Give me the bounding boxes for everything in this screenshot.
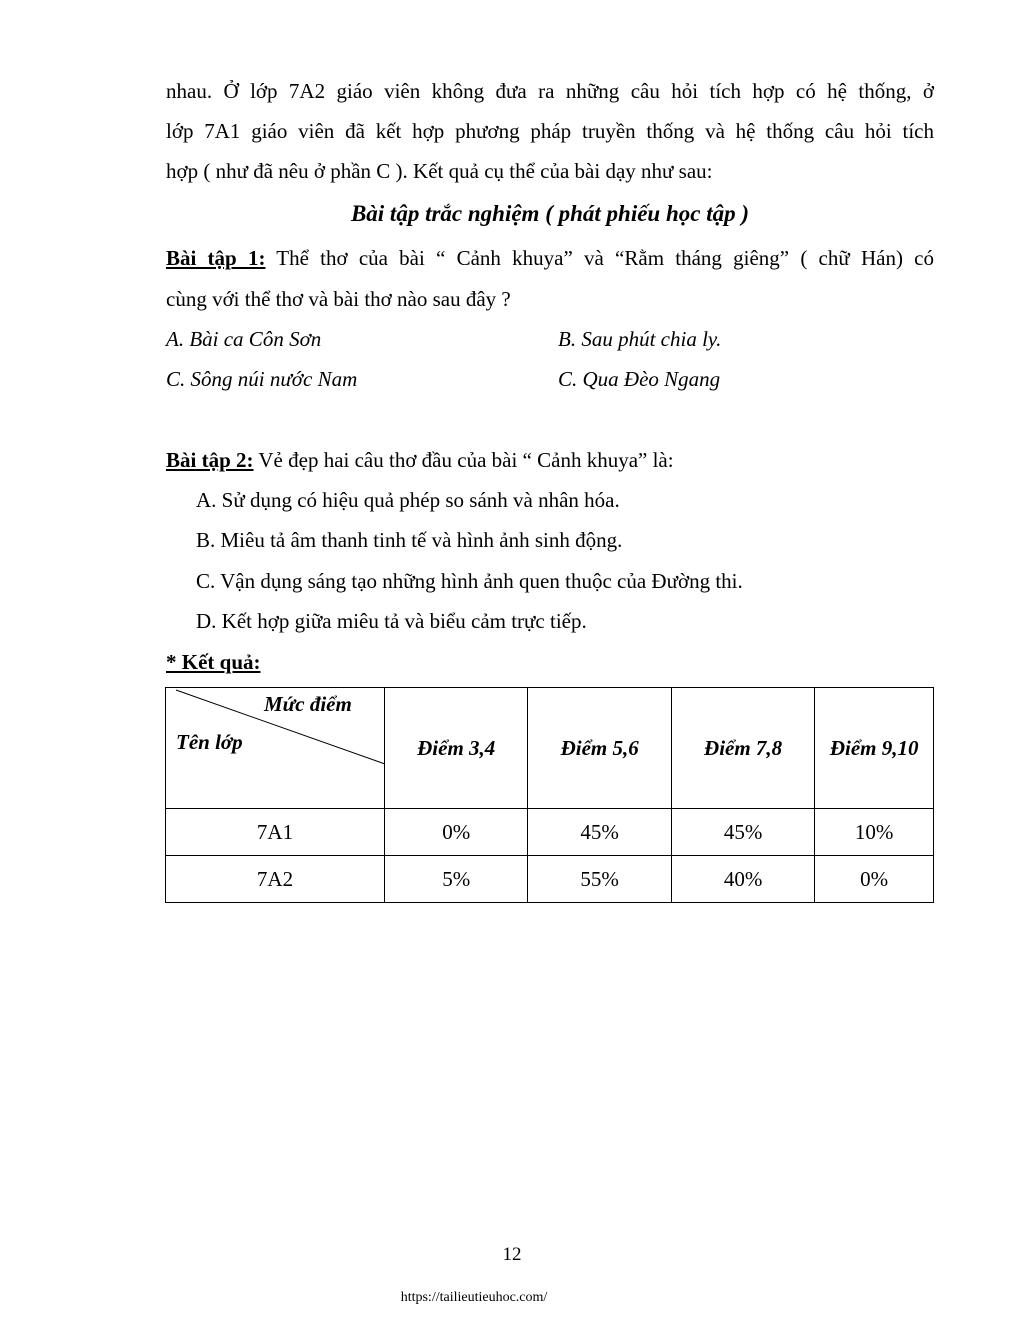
section-title: Bài tập trắc nghiệm ( phát phiếu học tập ): [350, 201, 750, 226]
header-column-4: Điểm 9,10: [815, 688, 934, 809]
table-cell: 10%: [815, 809, 934, 856]
row-class-name: 7A1: [166, 809, 385, 856]
exercise-2-question-text: Vẻ đẹp hai câu thơ đầu của bài “ Cảnh khuya” là:: [253, 448, 674, 472]
table-cell: 0%: [815, 856, 934, 903]
results-label: * Kết quả:: [166, 650, 261, 674]
exercise-2-option-d: D. Kết hợp giữa miêu tả và biểu cảm trực tiếp.: [196, 609, 587, 633]
table-cell: 5%: [384, 856, 527, 903]
table-row: [166, 809, 934, 856]
exercise-1-option-d: C. Qua Đèo Ngang: [558, 367, 721, 391]
exercise-1-question-text: Thể thơ của bài “ Cảnh khuya” và “Rằm tháng giêng” ( chữ Hán) có: [265, 246, 934, 270]
exercise-2-option-b: B. Miêu tả âm thanh tinh tế và hình ảnh sinh động.: [196, 528, 623, 552]
table-cell: 40%: [671, 856, 814, 903]
exercise-1-question-line-2: cùng với thể thơ và bài thơ nào sau đây ?: [166, 287, 511, 311]
exercise-1-question-line-1: [166, 244, 934, 272]
exercise-1-label: Bài tập 1:: [166, 246, 266, 270]
table-row: [166, 856, 934, 903]
results-header-diagonal-cell: [166, 688, 385, 809]
exercise-1-option-b: B. Sau phút chia ly.: [558, 327, 722, 351]
page-number: 12: [502, 1244, 522, 1265]
exercise-2-label: Bài tập 2:: [166, 448, 254, 472]
exercise-2-option-a: A. Sử dụng có hiệu quả phép so sánh và nhân hóa.: [196, 488, 620, 512]
header-column-3: Điểm 7,8: [671, 688, 814, 809]
table-cell: 45%: [671, 809, 814, 856]
paragraph-line-1: nhau. Ở lớp 7A2 giáo viên không đưa ra những câu hỏi tích hợp có hệ thống, ở: [166, 79, 934, 103]
row-class-name: 7A2: [166, 856, 385, 903]
exercise-2-option-c: C. Vận dụng sáng tạo những hình ảnh quen thuộc của Đường thi.: [196, 569, 743, 593]
exercise-1-option-c: C. Sông núi nước Nam: [166, 367, 358, 391]
header-column-1: Điểm 3,4: [384, 688, 527, 809]
results-header-row: [166, 688, 934, 809]
table-cell: 45%: [528, 809, 671, 856]
exercise-2-question: [166, 446, 934, 474]
footer-url[interactable]: https://tailieutieuhoc.com/: [400, 1290, 548, 1305]
header-class-name: Tên lớp: [176, 730, 243, 754]
exercise-1-option-a: A. Bài ca Côn Sơn: [166, 327, 322, 351]
paragraph-line-3: hợp ( như đã nêu ở phần C ). Kết quả cụ thể của bài dạy như sau:: [166, 159, 713, 183]
table-cell: 55%: [528, 856, 671, 903]
paragraph-line-2: lớp 7A1 giáo viên đã kết hợp phương pháp truyền thống và hệ thống câu hỏi tích: [166, 119, 934, 143]
results-table: [165, 687, 934, 903]
header-column-2: Điểm 5,6: [528, 688, 671, 809]
header-score-level: Mức điểm: [264, 692, 352, 716]
table-cell: 0%: [384, 809, 527, 856]
